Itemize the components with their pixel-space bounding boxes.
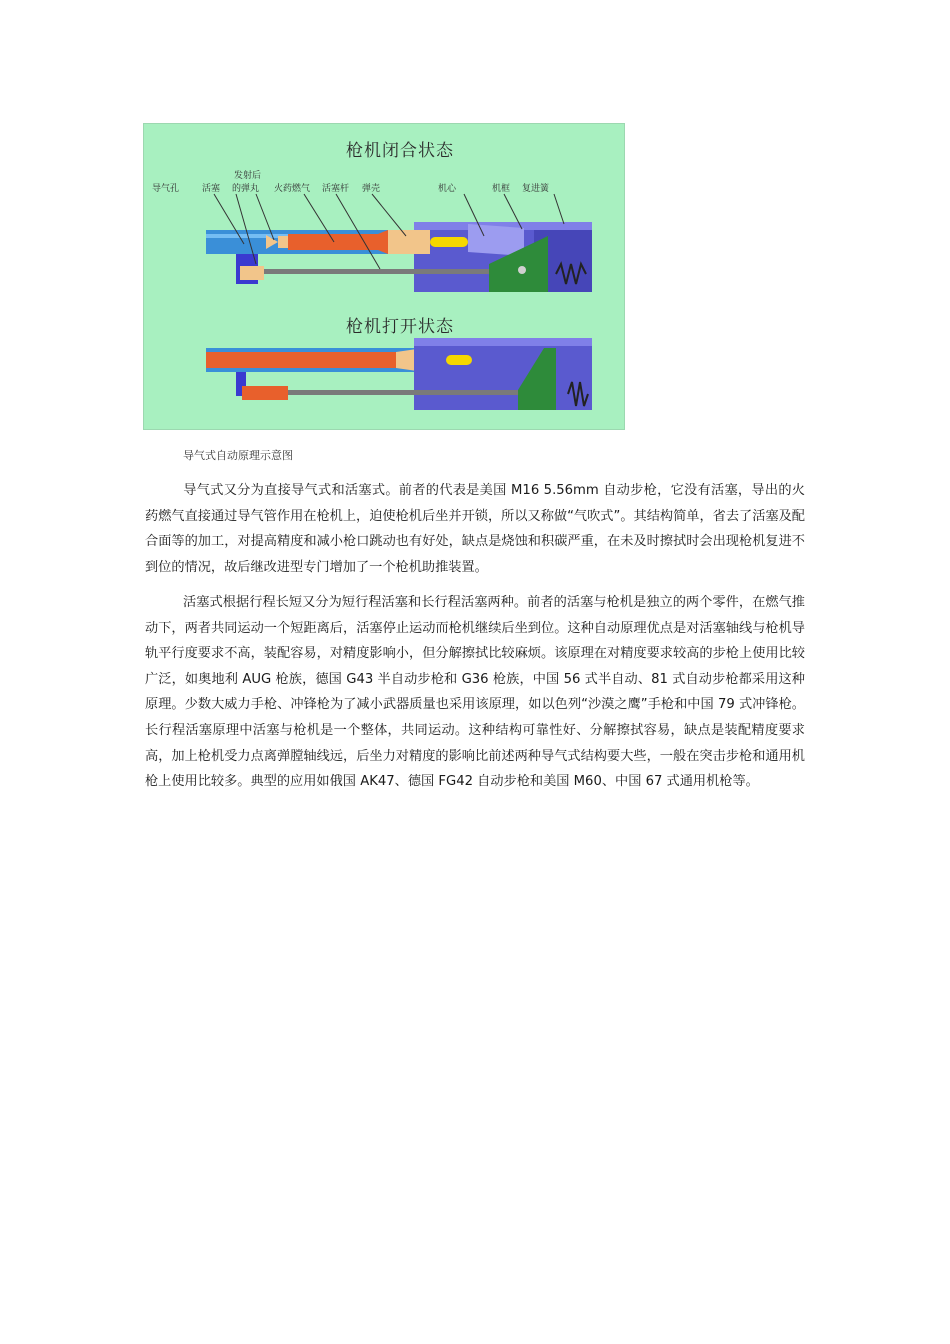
case-closed [388,230,430,254]
piston-open [242,386,288,400]
label-fired-bullet-top: 发射后 [234,171,262,181]
cartridge-open [446,355,472,365]
diagram-drawing [144,124,625,430]
label-case: 弹壳 [362,184,381,194]
cartridge-closed [430,237,468,247]
figure-caption: 导气式自动原理示意图 [183,449,293,462]
bolt-closed [468,224,524,256]
label-piston-rod: 活塞杆 [322,184,350,194]
label-powder-gas: 火药燃气 [274,184,311,194]
label-bolt: 机心 [438,184,457,194]
receiver-open [414,338,592,410]
label-recoil-spring: 复进簧 [522,184,550,194]
powder-gas-open [206,352,396,368]
label-fired-bullet-bottom: 的弹丸 [232,184,260,194]
label-bolt-carrier: 机框 [492,184,511,194]
paragraph-2 [145,590,805,795]
title-bolt-open: 枪机打开状态 [346,317,454,337]
paragraph-1-text: 导气式又分为直接导气式和活塞式。前者的代表是美国 M16 5.56mm 自动步枪，它没有活塞，导出的火药燃气直接通过导气管作用在枪机上，迫使枪机后坐并开锁，所以又称做“气吹式”。其结构简单，省去了活塞及配合面等的加工，对提高精度和减小枪口跳动也有好处，缺点是烧蚀和积碳严重，在未及时擦拭时会出现枪机复进不到位的情况，故后继改进型专门增加了一个枪机助推装置。 [145,483,805,575]
piston-rod-closed [264,269,489,274]
label-piston: 活塞 [202,184,221,194]
title-bolt-closed: 枪机闭合状态 [346,141,454,161]
label-gas-port: 导气孔 [152,184,180,194]
paragraph-2-text: 活塞式根据行程长短又分为短行程活塞和长行程活塞两种。前者的活塞与枪机是独立的两个零件，在燃气推动下，两者共同运动一个短距离后，活塞停止运动而枪机继续后坐到位。这种自动原理优点是对活塞轴线与枪机导轨平行度要求不高，装配容易，对精度影响小，但分解擦拭比较麻烦。该原理在对精度要求较高的步枪上使用比较广泛，如奥地利 AUG 枪族，德国 G43 半自动步枪和 G36 枪族，中国 56 式半自动、81 式自动步枪都采用这种原理。少数大威力手枪、冲锋枪为了减小武器质量也采用该原理，如以色列“沙漠之鹰”手枪和中国 79 式冲锋枪。长行程活塞原理中活塞与枪机是一个整体，共同运动。这种结构可靠性好、分解擦拭容易，缺点是装配精度要求高，加上枪机受力点离弹膛轴线远，后坐力对精度的影响比前述两种导气式结构要大些，一般在突击步枪和通用机枪上使用比较多。典型的应用如俄国 AK47、德国 FG42 自动步枪和美国 M60、中国 67 式通用机枪等。 [145,595,805,790]
piston-rod-open [288,390,518,395]
gas-operation-diagram [143,123,625,430]
paragraph-1 [145,478,805,580]
